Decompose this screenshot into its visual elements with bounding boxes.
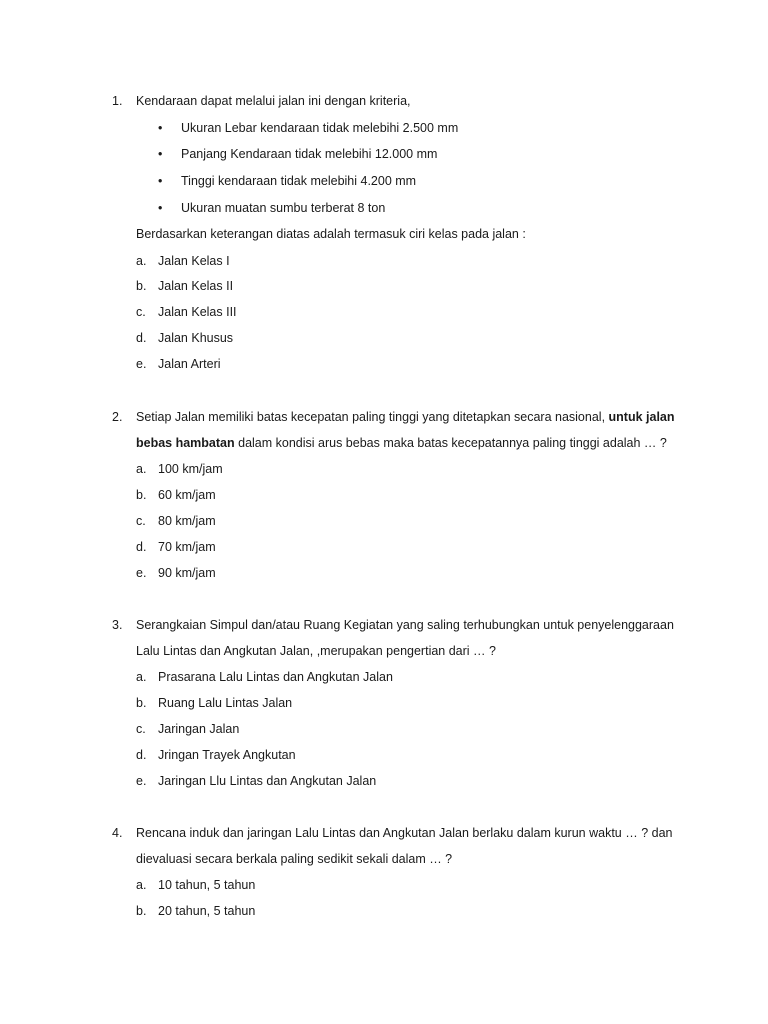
stem-bold-text: bebas hambatan [136,436,235,450]
option-text: Jaringan Jalan [158,722,240,736]
option-text: 80 km/jam [158,514,216,528]
option-text: 70 km/jam [158,540,216,554]
option-text: Jalan Khusus [158,331,234,345]
option-letter: a. [136,878,147,892]
option-letter: b. [136,904,147,918]
question-stem-line-2: Lalu Lintas dan Angkutan Jalan, ,merupakan pengertian dari … ? [136,644,496,658]
option-letter: a. [136,670,147,684]
question-stem-line-2 [136,436,667,450]
bullet-item: Tinggi kendaraan tidak melebihi 4.200 mm [181,174,417,188]
question-stem-line-1: Rencana induk dan jaringan Lalu Lintas dan Angkutan Jalan berlaku dalam kurun waktu … ? dan [136,826,673,840]
option-text: 10 tahun, 5 tahun [158,878,256,892]
stem-bold-text: untuk jalan [608,410,675,424]
option-text: Ruang Lalu Lintas Jalan [158,696,293,710]
question-stem-line-1: Serangkaian Simpul dan/atau Ruang Kegiatan yang saling terhubungkan untuk penyelenggaraan [136,618,674,632]
question-stem-line-1 [136,410,675,424]
question-number: 1. [112,94,123,108]
bullet-icon: • [158,121,163,135]
bullet-icon: • [158,174,163,188]
option-text: Jalan Kelas II [158,279,234,293]
option-letter: a. [136,254,147,268]
option-text: Jringan Trayek Angkutan [158,748,296,762]
option-letter: b. [136,696,147,710]
option-text: 60 km/jam [158,488,216,502]
option-text: 20 tahun, 5 tahun [158,904,256,918]
option-letter: a. [136,462,147,476]
option-text: Prasarana Lalu Lintas dan Angkutan Jalan [158,670,393,684]
option-letter: c. [136,305,146,319]
option-letter: b. [136,488,147,502]
bullet-item: Panjang Kendaraan tidak melebihi 12.000 mm [181,147,438,161]
bullet-icon: • [158,201,163,215]
question-stem: Kendaraan dapat melalui jalan ini dengan kriteria, [136,94,411,108]
option-text: 100 km/jam [158,462,223,476]
option-letter: c. [136,722,146,736]
bullet-item: Ukuran Lebar kendaraan tidak melebihi 2.500 mm [181,121,459,135]
option-letter: e. [136,357,147,371]
question-stem-line-2: dievaluasi secara berkala paling sedikit sekali dalam … ? [136,852,453,866]
option-letter: b. [136,279,147,293]
question-number: 2. [112,410,123,424]
stem-text: dalam kondisi arus bebas maka batas kecepatannya paling tinggi adalah … ? [234,436,667,450]
option-text: Jalan Kelas III [158,305,237,319]
question-prompt: Berdasarkan keterangan diatas adalah termasuk ciri kelas pada jalan : [136,227,526,241]
option-letter: d. [136,540,147,554]
option-text: Jaringan Llu Lintas dan Angkutan Jalan [158,774,377,788]
option-letter: d. [136,748,147,762]
bullet-icon: • [158,147,163,161]
question-number: 3. [112,618,123,632]
question-number: 4. [112,826,123,840]
option-text: Jalan Kelas I [158,254,230,268]
option-letter: e. [136,774,147,788]
option-text: 90 km/jam [158,566,216,580]
option-letter: c. [136,514,146,528]
option-text: Jalan Arteri [158,357,221,371]
option-letter: d. [136,331,147,345]
stem-text: Setiap Jalan memiliki batas kecepatan paling tinggi yang ditetapkan secara nasional, [136,410,609,424]
bullet-item: Ukuran muatan sumbu terberat 8 ton [181,201,386,215]
option-letter: e. [136,566,147,580]
